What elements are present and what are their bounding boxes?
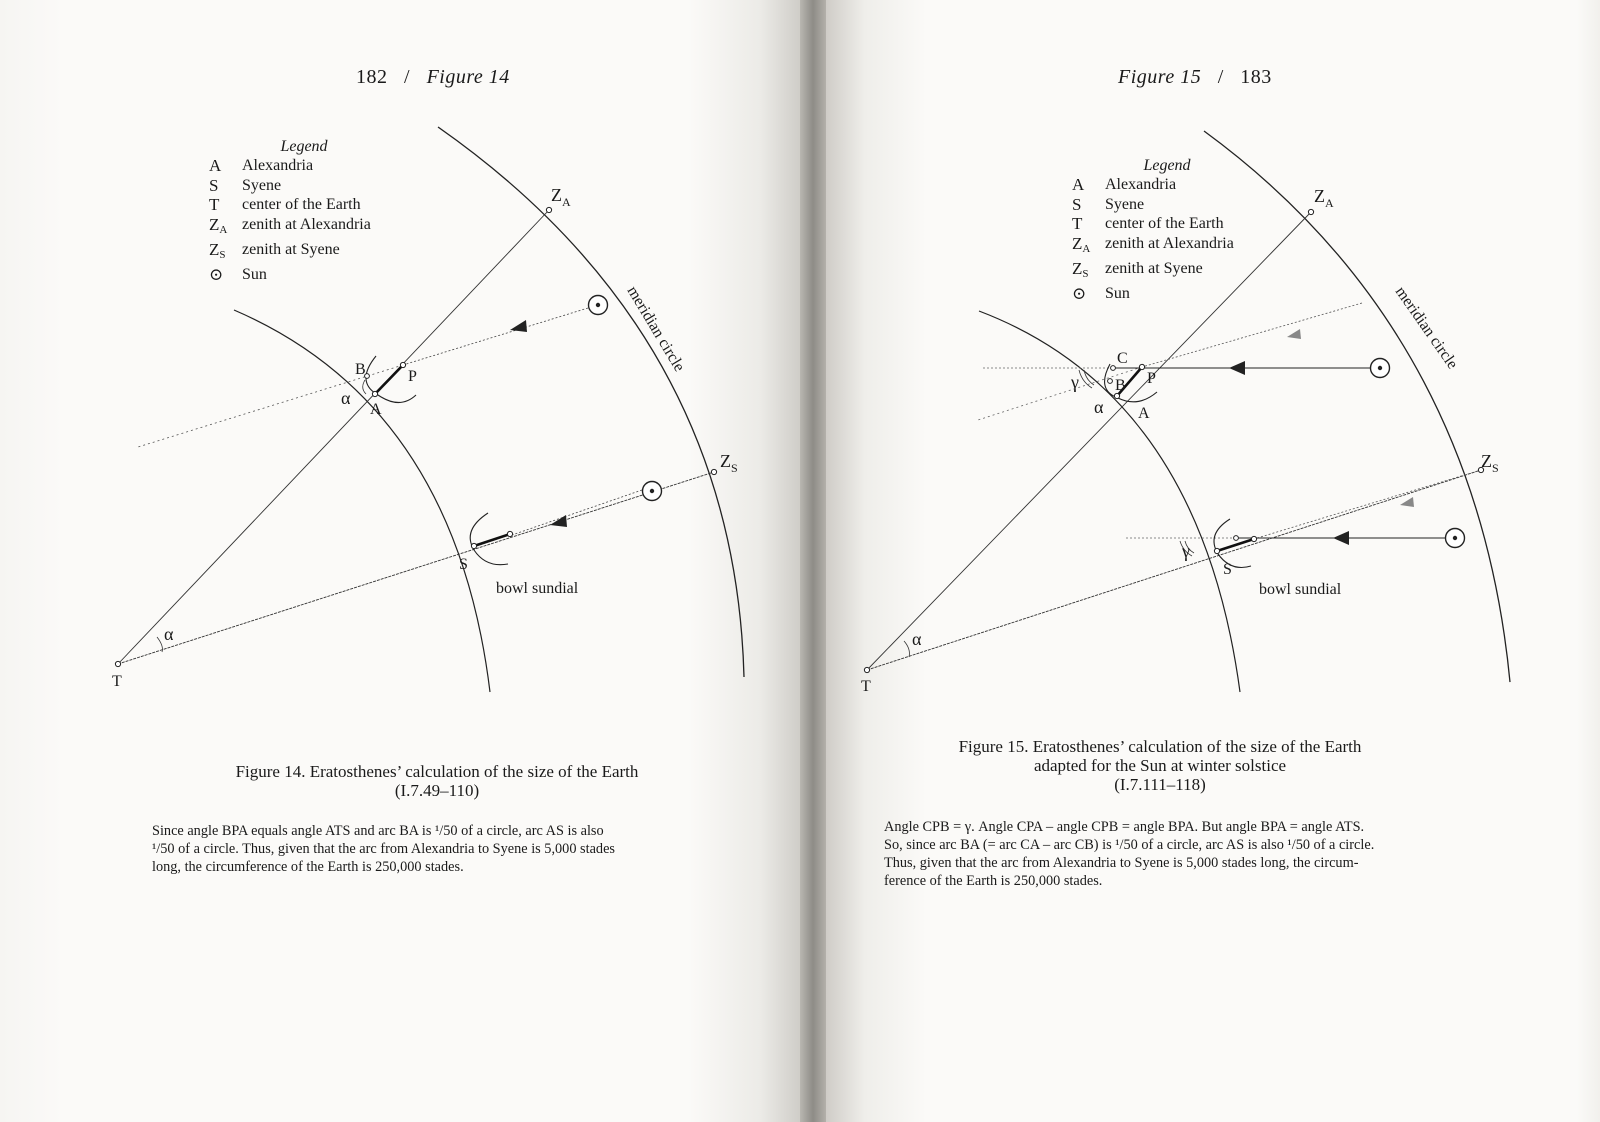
legend-text: zenith at Alexandria bbox=[242, 215, 371, 233]
caption-line: Figure 15. Eratosthenes’ calculation of the size of the Earth bbox=[958, 737, 1362, 756]
legend-symbol: S bbox=[1072, 194, 1082, 214]
legend-text: Sun bbox=[1105, 285, 1130, 303]
body-line: ¹/50 of a circle. Thus, given that the arc from Alexandria to Syene is 5,000 stades bbox=[152, 841, 615, 857]
legend-symbol: T bbox=[1072, 214, 1083, 234]
label-c: C bbox=[1117, 350, 1128, 367]
sun-symbol bbox=[643, 482, 662, 501]
sun-symbol bbox=[1446, 529, 1465, 548]
radius-t-zs bbox=[867, 470, 1481, 670]
point-p bbox=[1139, 364, 1144, 369]
point-s bbox=[1214, 548, 1219, 553]
label-b: B bbox=[355, 361, 366, 378]
body-line: long, the circumference of the Earth is 250,000 stades. bbox=[152, 859, 464, 875]
point-s bbox=[471, 543, 476, 548]
arrow-grey-1 bbox=[1287, 329, 1301, 339]
label-alpha-t: α bbox=[164, 624, 174, 644]
label-alpha-a: α bbox=[341, 388, 351, 408]
legend-text: center of the Earth bbox=[1105, 215, 1224, 233]
legend-symbol: ⊙ bbox=[1072, 284, 1087, 304]
label-bowl-sundial: bowl sundial bbox=[1259, 581, 1342, 598]
figure-label: Figure 14 bbox=[426, 66, 510, 88]
legend-symbol: $Z_S$ bbox=[1072, 259, 1089, 281]
legend-text: zenith at Syene bbox=[242, 241, 340, 259]
point-za bbox=[1308, 209, 1313, 214]
label-zs: $Z_S$ bbox=[720, 451, 738, 475]
bowl-s bbox=[470, 513, 508, 565]
label-s: S bbox=[459, 556, 468, 573]
meridian-circle bbox=[1204, 131, 1510, 682]
legend-symbol: A bbox=[209, 156, 222, 176]
arrow-black-2 bbox=[1333, 531, 1349, 545]
label-gamma-a: γ bbox=[1071, 372, 1079, 392]
legend-symbol: $Z_A$ bbox=[1072, 233, 1091, 255]
inclined-ray-1 bbox=[1142, 303, 1362, 367]
point-s-horizon bbox=[1234, 536, 1239, 541]
point-b bbox=[1108, 379, 1113, 384]
sun-ray-1 bbox=[403, 308, 588, 365]
radius-t-za bbox=[867, 212, 1311, 670]
point-c bbox=[1111, 366, 1116, 371]
legend-symbol: T bbox=[209, 195, 220, 215]
figure-15-diagram bbox=[826, 0, 1600, 1122]
body-line: ference of the Earth is 250,000 stades. bbox=[884, 873, 1103, 889]
figure-caption bbox=[148, 762, 726, 800]
legend-text: Alexandria bbox=[242, 157, 314, 175]
right-page bbox=[826, 0, 1600, 1122]
book-gutter bbox=[800, 0, 826, 1122]
meridian-label: meridian circle bbox=[623, 283, 688, 375]
point-za bbox=[546, 207, 551, 212]
point-gnomon-tip-s bbox=[1251, 536, 1256, 541]
legend-text: zenith at Syene bbox=[1105, 260, 1203, 278]
label-t: T bbox=[112, 673, 122, 690]
label-bowl-sundial: bowl sundial bbox=[496, 580, 579, 597]
page-number: 183 bbox=[1240, 66, 1272, 88]
arrow-2 bbox=[550, 515, 567, 527]
legend-symbol: $Z_A$ bbox=[209, 214, 228, 236]
figure-label: Figure 15 bbox=[1118, 66, 1202, 88]
point-zs bbox=[711, 469, 716, 474]
legend-symbol: A bbox=[1072, 175, 1085, 195]
legend-symbol: S bbox=[209, 175, 219, 195]
label-alpha-a: α bbox=[1094, 397, 1104, 417]
radius-t-zs bbox=[118, 472, 714, 664]
label-za: $Z_A$ bbox=[551, 185, 571, 209]
legend-text: center of the Earth bbox=[242, 196, 361, 214]
point-a bbox=[1114, 393, 1119, 398]
body-line: Since angle BPA equals angle ATS and arc BA is ¹/50 of a circle, arc AS is also bbox=[152, 823, 604, 839]
caption-line: adapted for the Sun at winter solstice bbox=[1033, 756, 1287, 775]
legend-text: Alexandria bbox=[1105, 176, 1177, 194]
arrow-grey-2 bbox=[1400, 497, 1414, 507]
legend-title: Legend bbox=[280, 138, 328, 155]
legend-symbol: $Z_S$ bbox=[209, 240, 226, 262]
label-b: B bbox=[1115, 377, 1126, 394]
label-s: S bbox=[1223, 561, 1232, 578]
label-p: P bbox=[1147, 370, 1156, 387]
label-p: P bbox=[408, 368, 417, 385]
arrow-black-1 bbox=[1229, 361, 1245, 375]
figure-caption bbox=[920, 737, 1400, 794]
point-a bbox=[372, 391, 377, 396]
inclined-ray-2 bbox=[1254, 470, 1481, 539]
body-text bbox=[152, 822, 615, 876]
legend-symbol: ⊙ bbox=[209, 265, 224, 285]
arrow-1 bbox=[510, 320, 527, 332]
page-number: 182 bbox=[356, 66, 388, 88]
label-gamma-s: γ bbox=[1182, 541, 1190, 561]
sun-symbol bbox=[589, 296, 608, 315]
label-t: T bbox=[861, 678, 871, 695]
header-separator: / bbox=[404, 66, 411, 88]
caption-line: Figure 14. Eratosthenes’ calculation of the size of the Earth bbox=[235, 762, 639, 781]
legend-text: Syene bbox=[1105, 195, 1145, 213]
sun-symbol bbox=[1371, 359, 1390, 378]
body-text bbox=[884, 818, 1374, 890]
gnomon-s bbox=[474, 534, 510, 546]
caption-line: (I.7.111–118) bbox=[1114, 775, 1206, 794]
angle-alpha-t bbox=[904, 641, 909, 657]
label-za: $Z_A$ bbox=[1314, 186, 1334, 210]
bowl-s bbox=[1214, 519, 1251, 568]
meridian-circle bbox=[438, 127, 744, 677]
legend-text: zenith at Alexandria bbox=[1105, 234, 1234, 252]
body-line: Thus, given that the arc from Alexandria to Syene is 5,000 stades long, the circum- bbox=[884, 855, 1359, 871]
sun-ray-2 bbox=[512, 490, 642, 535]
body-line: So, since arc BA (= arc CA – arc CB) is ¹/50 of a circle, arc AS is also ¹/50 of a circle. bbox=[884, 837, 1375, 853]
label-a: A bbox=[370, 401, 382, 418]
label-alpha-t: α bbox=[912, 629, 922, 649]
point-gnomon-tip-s bbox=[507, 531, 512, 536]
point-p bbox=[400, 362, 405, 367]
point-t bbox=[864, 667, 869, 672]
radius-t-za bbox=[118, 210, 549, 664]
meridian-label: meridian circle bbox=[1391, 283, 1461, 373]
header-separator: / bbox=[1217, 66, 1224, 88]
body-line: Angle CPB = γ. Angle CPA – angle CPB = angle BPA. But angle BPA = angle ATS. bbox=[884, 819, 1365, 835]
point-t bbox=[115, 661, 120, 666]
legend-title: Legend bbox=[1143, 157, 1191, 174]
label-zs: $Z_S$ bbox=[1481, 451, 1499, 475]
gnomon-a bbox=[375, 365, 403, 394]
label-a: A bbox=[1138, 405, 1150, 422]
legend-text: Syene bbox=[242, 176, 282, 194]
caption-line: (I.7.49–110) bbox=[394, 781, 480, 800]
angle-alpha-a bbox=[363, 380, 366, 394]
legend-text: Sun bbox=[242, 266, 267, 284]
